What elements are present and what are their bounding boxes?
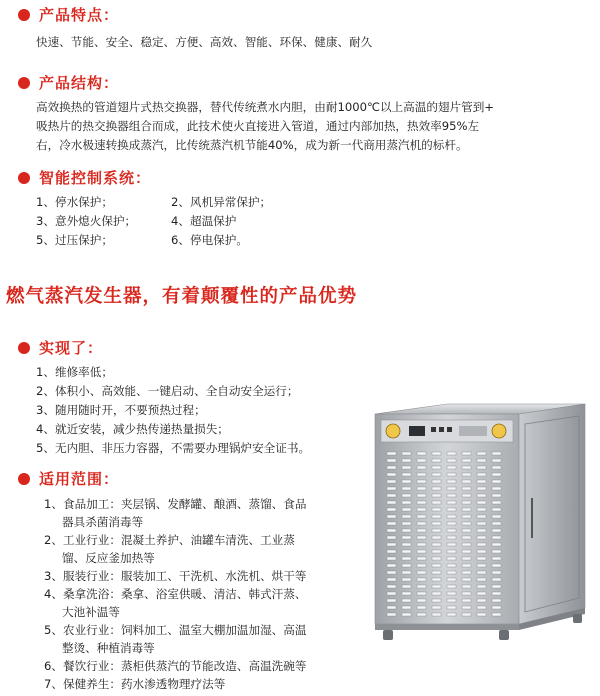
achieved-item: 2、体积小、高效能、一键启动、全自动安全运行；	[36, 384, 299, 398]
vent-slot	[492, 515, 501, 518]
scope-item-line: 3、服装行业：服装加工、干洗机、水洗机、烘干等	[44, 569, 307, 583]
vent-slot	[477, 515, 486, 518]
vent-slot	[432, 522, 441, 525]
vent-slot	[462, 480, 471, 483]
vent-slot	[417, 494, 426, 497]
scope-item	[44, 585, 364, 621]
vent-slot	[447, 557, 456, 560]
vent-slot	[447, 473, 456, 476]
vent-slot	[492, 466, 501, 469]
vent-slot	[462, 585, 471, 588]
vent-slot	[387, 487, 396, 490]
vent-slot	[447, 592, 456, 595]
scope-item	[44, 567, 364, 585]
vent-slot	[477, 536, 486, 539]
scope-item-line: 6、餐饮行业：蒸柜供蒸汽的节能改造、高温洗碗等	[44, 659, 307, 673]
structure-heading	[0, 72, 494, 93]
vent-slot	[492, 452, 501, 455]
achieved-item: 1、维修率低；	[36, 365, 113, 379]
vent-slot	[402, 536, 411, 539]
vent-slot	[447, 585, 456, 588]
vent-slot	[417, 452, 426, 455]
scope-item-line: 馏、反应釜加热等	[62, 551, 155, 565]
vent-slot	[462, 452, 471, 455]
vent-slot	[417, 585, 426, 588]
vent-slot	[402, 529, 411, 532]
vent-slot	[492, 501, 501, 504]
vent-slot	[492, 508, 501, 511]
vent-slot	[402, 508, 411, 511]
control-title: 智能控制系统：	[39, 169, 152, 187]
vent-slot	[417, 522, 426, 525]
vent-slot	[447, 536, 456, 539]
vent-slot	[402, 494, 411, 497]
vent-slot	[402, 459, 411, 462]
scope-item	[44, 495, 364, 531]
vent-slot	[402, 501, 411, 504]
vent-slot	[402, 571, 411, 574]
bullet-dot-icon	[18, 77, 30, 89]
vent-slot	[432, 452, 441, 455]
vent-slot	[492, 606, 501, 609]
vent-slot	[447, 508, 456, 511]
vent-slot	[432, 613, 441, 616]
vent-slot	[462, 613, 471, 616]
vent-slot	[462, 459, 471, 462]
vent-slot	[462, 515, 471, 518]
vent-slot	[492, 557, 501, 560]
vent-slot	[462, 501, 471, 504]
vent-slot	[462, 571, 471, 574]
banner-title: 燃气蒸汽发生器，有着颠覆性的产品优势	[6, 286, 358, 307]
vent-slot	[402, 452, 411, 455]
scope-item-line: 器具杀菌消毒等	[62, 515, 144, 529]
vent-slot	[387, 585, 396, 588]
vent-slot	[492, 564, 501, 567]
achieved-section	[0, 337, 310, 458]
vent-slot	[462, 536, 471, 539]
vent-slot	[462, 564, 471, 567]
vent-slot	[447, 529, 456, 532]
vent-slot	[432, 487, 441, 490]
vent-slot	[462, 543, 471, 546]
vent-slot	[447, 606, 456, 609]
structure-line: 右，冷水极速转换成蒸汽，比传统蒸汽机节能40%，成为新一代商用蒸汽机的标杆。	[36, 138, 468, 152]
vent-slot	[387, 529, 396, 532]
vent-slot	[462, 606, 471, 609]
vent-slot	[387, 543, 396, 546]
vent-slot	[492, 473, 501, 476]
vent-slot	[417, 557, 426, 560]
vent-slot	[462, 466, 471, 469]
vent-slot	[447, 599, 456, 602]
vent-slot	[462, 494, 471, 497]
vent-slot	[387, 606, 396, 609]
vent-slot	[447, 515, 456, 518]
vent-slot	[432, 529, 441, 532]
vent-slot	[402, 466, 411, 469]
achieved-item: 3、随用随时开，不要预热过程；	[36, 403, 206, 417]
vent-slot	[432, 550, 441, 553]
vent-slot	[462, 557, 471, 560]
structure-title: 产品结构：	[39, 74, 120, 92]
vent-slot	[432, 494, 441, 497]
vent-slot	[477, 585, 486, 588]
vent-slot	[402, 599, 411, 602]
vent-slot	[447, 487, 456, 490]
vent-slot	[492, 613, 501, 616]
scope-item	[44, 531, 364, 567]
vent-slot	[402, 613, 411, 616]
vent-slot	[417, 480, 426, 483]
achieved-item: 5、无内胆、非压力容器，不需要办理锅炉安全证书。	[36, 441, 311, 455]
vent-slot	[477, 564, 486, 567]
scope-title: 适用范围：	[39, 470, 120, 488]
vent-slot	[432, 592, 441, 595]
scope-item-line: 5、农业行业：饲料加工、温室大棚加温加湿、高温	[44, 623, 307, 637]
vent-slot	[432, 571, 441, 574]
vent-slot	[417, 487, 426, 490]
vent-slot	[477, 613, 486, 616]
vent-slot	[477, 466, 486, 469]
vent-slot	[417, 592, 426, 595]
features-title: 产品特点：	[39, 6, 120, 24]
vent-slot	[387, 473, 396, 476]
vent-slot	[387, 536, 396, 539]
vent-slot	[417, 613, 426, 616]
vent-slot	[477, 494, 486, 497]
vent-slot	[462, 592, 471, 595]
vent-slot	[492, 480, 501, 483]
vent-slot	[402, 585, 411, 588]
vent-slot	[387, 564, 396, 567]
vent-slot	[417, 578, 426, 581]
vent-slot	[387, 557, 396, 560]
vent-slot	[417, 571, 426, 574]
vent-slot	[477, 557, 486, 560]
vent-slot	[447, 571, 456, 574]
vent-slot	[402, 543, 411, 546]
control-item: 4、超温保护	[171, 214, 237, 228]
control-item: 5、过压保护；	[36, 233, 113, 247]
vent-slot	[447, 522, 456, 525]
vent-slot	[417, 466, 426, 469]
vent-slot	[387, 571, 396, 574]
vent-slot	[447, 480, 456, 483]
vent-slot	[402, 578, 411, 581]
vent-slot	[387, 613, 396, 616]
vent-slot	[417, 529, 426, 532]
vent-slot	[477, 459, 486, 462]
vent-slot	[387, 508, 396, 511]
features-text: 快速、节能、安全、稳定、方便、高效、智能、环保、健康、耐久	[36, 35, 373, 49]
vent-slot	[417, 473, 426, 476]
vent-slot	[432, 515, 441, 518]
vent-slot	[477, 487, 486, 490]
vent-slot	[447, 466, 456, 469]
achieved-heading	[0, 337, 310, 358]
vent-slot	[477, 578, 486, 581]
vent-slot	[462, 473, 471, 476]
control-item: 2、风机异常保护；	[171, 195, 272, 209]
vent-slot	[477, 571, 486, 574]
bullet-dot-icon	[18, 9, 30, 21]
vent-slot	[417, 543, 426, 546]
control-section	[0, 167, 371, 250]
scope-heading	[0, 468, 364, 489]
vent-slot	[417, 564, 426, 567]
features-heading	[0, 4, 372, 25]
vent-slot	[432, 564, 441, 567]
vent-slot	[447, 459, 456, 462]
vent-slot	[417, 606, 426, 609]
vent-slot	[402, 557, 411, 560]
vent-slot	[462, 522, 471, 525]
vent-slot	[402, 480, 411, 483]
vent-slot	[432, 480, 441, 483]
vent-slot	[432, 578, 441, 581]
vent-slot	[402, 564, 411, 567]
vent-slot	[387, 452, 396, 455]
vent-slot	[447, 494, 456, 497]
vent-slot	[477, 599, 486, 602]
vent-slot	[492, 487, 501, 490]
vent-slot	[492, 494, 501, 497]
vent-slot	[477, 473, 486, 476]
vent-slot	[432, 557, 441, 560]
vent-slot	[477, 501, 486, 504]
vent-slot	[417, 501, 426, 504]
vent-slot	[402, 487, 411, 490]
vent-slot	[432, 459, 441, 462]
vent-slot	[462, 529, 471, 532]
steam-generator-illustration	[367, 398, 592, 648]
structure-line: 吸热片的热交换器组合而成，此技术使火直接进入管道，通过内部加热，热效率95%左	[36, 119, 480, 133]
vent-slot	[492, 543, 501, 546]
scope-list	[44, 495, 364, 693]
structure-line: 高效换热的管道翅片式热交换器，替代传统煮水内胆，由耐1000℃以上高温的翅片管到+	[36, 100, 495, 114]
vent-slot	[387, 550, 396, 553]
vent-slot	[447, 543, 456, 546]
vent-slot	[417, 459, 426, 462]
features-section	[0, 4, 372, 52]
vent-slot	[447, 501, 456, 504]
vent-slot	[462, 508, 471, 511]
vent-slot	[477, 543, 486, 546]
vent-slot	[477, 508, 486, 511]
vent-slot	[387, 599, 396, 602]
vent-slot	[387, 592, 396, 595]
scope-item	[44, 657, 364, 675]
vent-slot	[387, 480, 396, 483]
vent-slot	[462, 578, 471, 581]
control-item: 6、停电保护。	[171, 233, 248, 247]
vent-slot	[417, 508, 426, 511]
scope-item-line: 1、食品加工：夹层锅、发酵罐、酿酒、蒸馏、食品	[44, 497, 307, 511]
vent-slot	[417, 599, 426, 602]
vent-slot	[402, 550, 411, 553]
bullet-dot-icon	[18, 342, 30, 354]
vent-slot	[447, 564, 456, 567]
bullet-dot-icon	[18, 473, 30, 485]
vent-slot	[447, 452, 456, 455]
scope-item-line: 4、桑拿洗浴：桑拿、浴室供暖、清洁、韩式汗蒸、	[44, 587, 307, 601]
vent-slot	[492, 536, 501, 539]
vent-slot	[432, 599, 441, 602]
vent-slot	[477, 529, 486, 532]
bullet-dot-icon	[18, 172, 30, 184]
vent-slot	[492, 578, 501, 581]
vent-slot	[432, 543, 441, 546]
vent-slot	[387, 515, 396, 518]
vent-slot	[447, 550, 456, 553]
control-item: 3、意外熄火保护；	[36, 214, 137, 228]
vent-slot	[477, 606, 486, 609]
vent-slot	[387, 466, 396, 469]
scope-item-line: 大池补温等	[62, 605, 120, 619]
vent-slot	[477, 550, 486, 553]
vent-slot	[492, 585, 501, 588]
steam-generator-image	[367, 398, 592, 648]
vent-slot	[402, 473, 411, 476]
vent-slot	[402, 606, 411, 609]
scope-item-line: 2、工业行业：混凝土养护、油罐车清洗、工业蒸	[44, 533, 295, 547]
achieved-list	[36, 363, 310, 458]
vent-slot	[492, 571, 501, 574]
vent-slot	[432, 501, 441, 504]
vent-slot	[462, 550, 471, 553]
vent-slot	[387, 501, 396, 504]
vent-slot	[492, 550, 501, 553]
vent-slot	[447, 613, 456, 616]
achieved-title: 实现了：	[39, 339, 104, 357]
vent-slot	[387, 459, 396, 462]
vent-slot	[402, 592, 411, 595]
vent-slot	[432, 606, 441, 609]
scope-item	[44, 675, 364, 693]
vent-slot	[492, 522, 501, 525]
vent-slot	[432, 536, 441, 539]
vent-slot	[477, 522, 486, 525]
vent-slot	[417, 536, 426, 539]
vent-slot	[462, 599, 471, 602]
vent-slot	[402, 515, 411, 518]
vent-slot	[462, 487, 471, 490]
scope-item-line: 整烫、种植消毒等	[62, 641, 155, 655]
vent-slot	[432, 508, 441, 511]
vent-slot	[417, 515, 426, 518]
control-heading	[0, 167, 371, 188]
vent-slot	[477, 592, 486, 595]
vent-slot	[387, 494, 396, 497]
structure-section	[0, 72, 494, 155]
scope-item-line: 7、保健养生：药水渗透物理疗法等	[44, 677, 226, 691]
scope-item	[44, 621, 364, 657]
vent-slot	[492, 529, 501, 532]
vent-slot	[432, 585, 441, 588]
vent-slot	[402, 522, 411, 525]
vent-slot	[447, 578, 456, 581]
vent-slot	[387, 578, 396, 581]
vent-slot	[432, 473, 441, 476]
vent-slot	[477, 452, 486, 455]
vent-slot	[417, 550, 426, 553]
achieved-item: 4、就近安装，减少热传递热量损失；	[36, 422, 229, 436]
structure-paragraph	[36, 98, 494, 155]
vent-slot	[477, 480, 486, 483]
scope-section	[0, 468, 364, 693]
vent-slot	[432, 466, 441, 469]
vent-slot	[492, 459, 501, 462]
control-item: 1、停水保护；	[36, 195, 113, 209]
vent-slot	[387, 522, 396, 525]
vent-slot	[492, 599, 501, 602]
control-list	[36, 193, 371, 250]
vent-slot	[492, 592, 501, 595]
